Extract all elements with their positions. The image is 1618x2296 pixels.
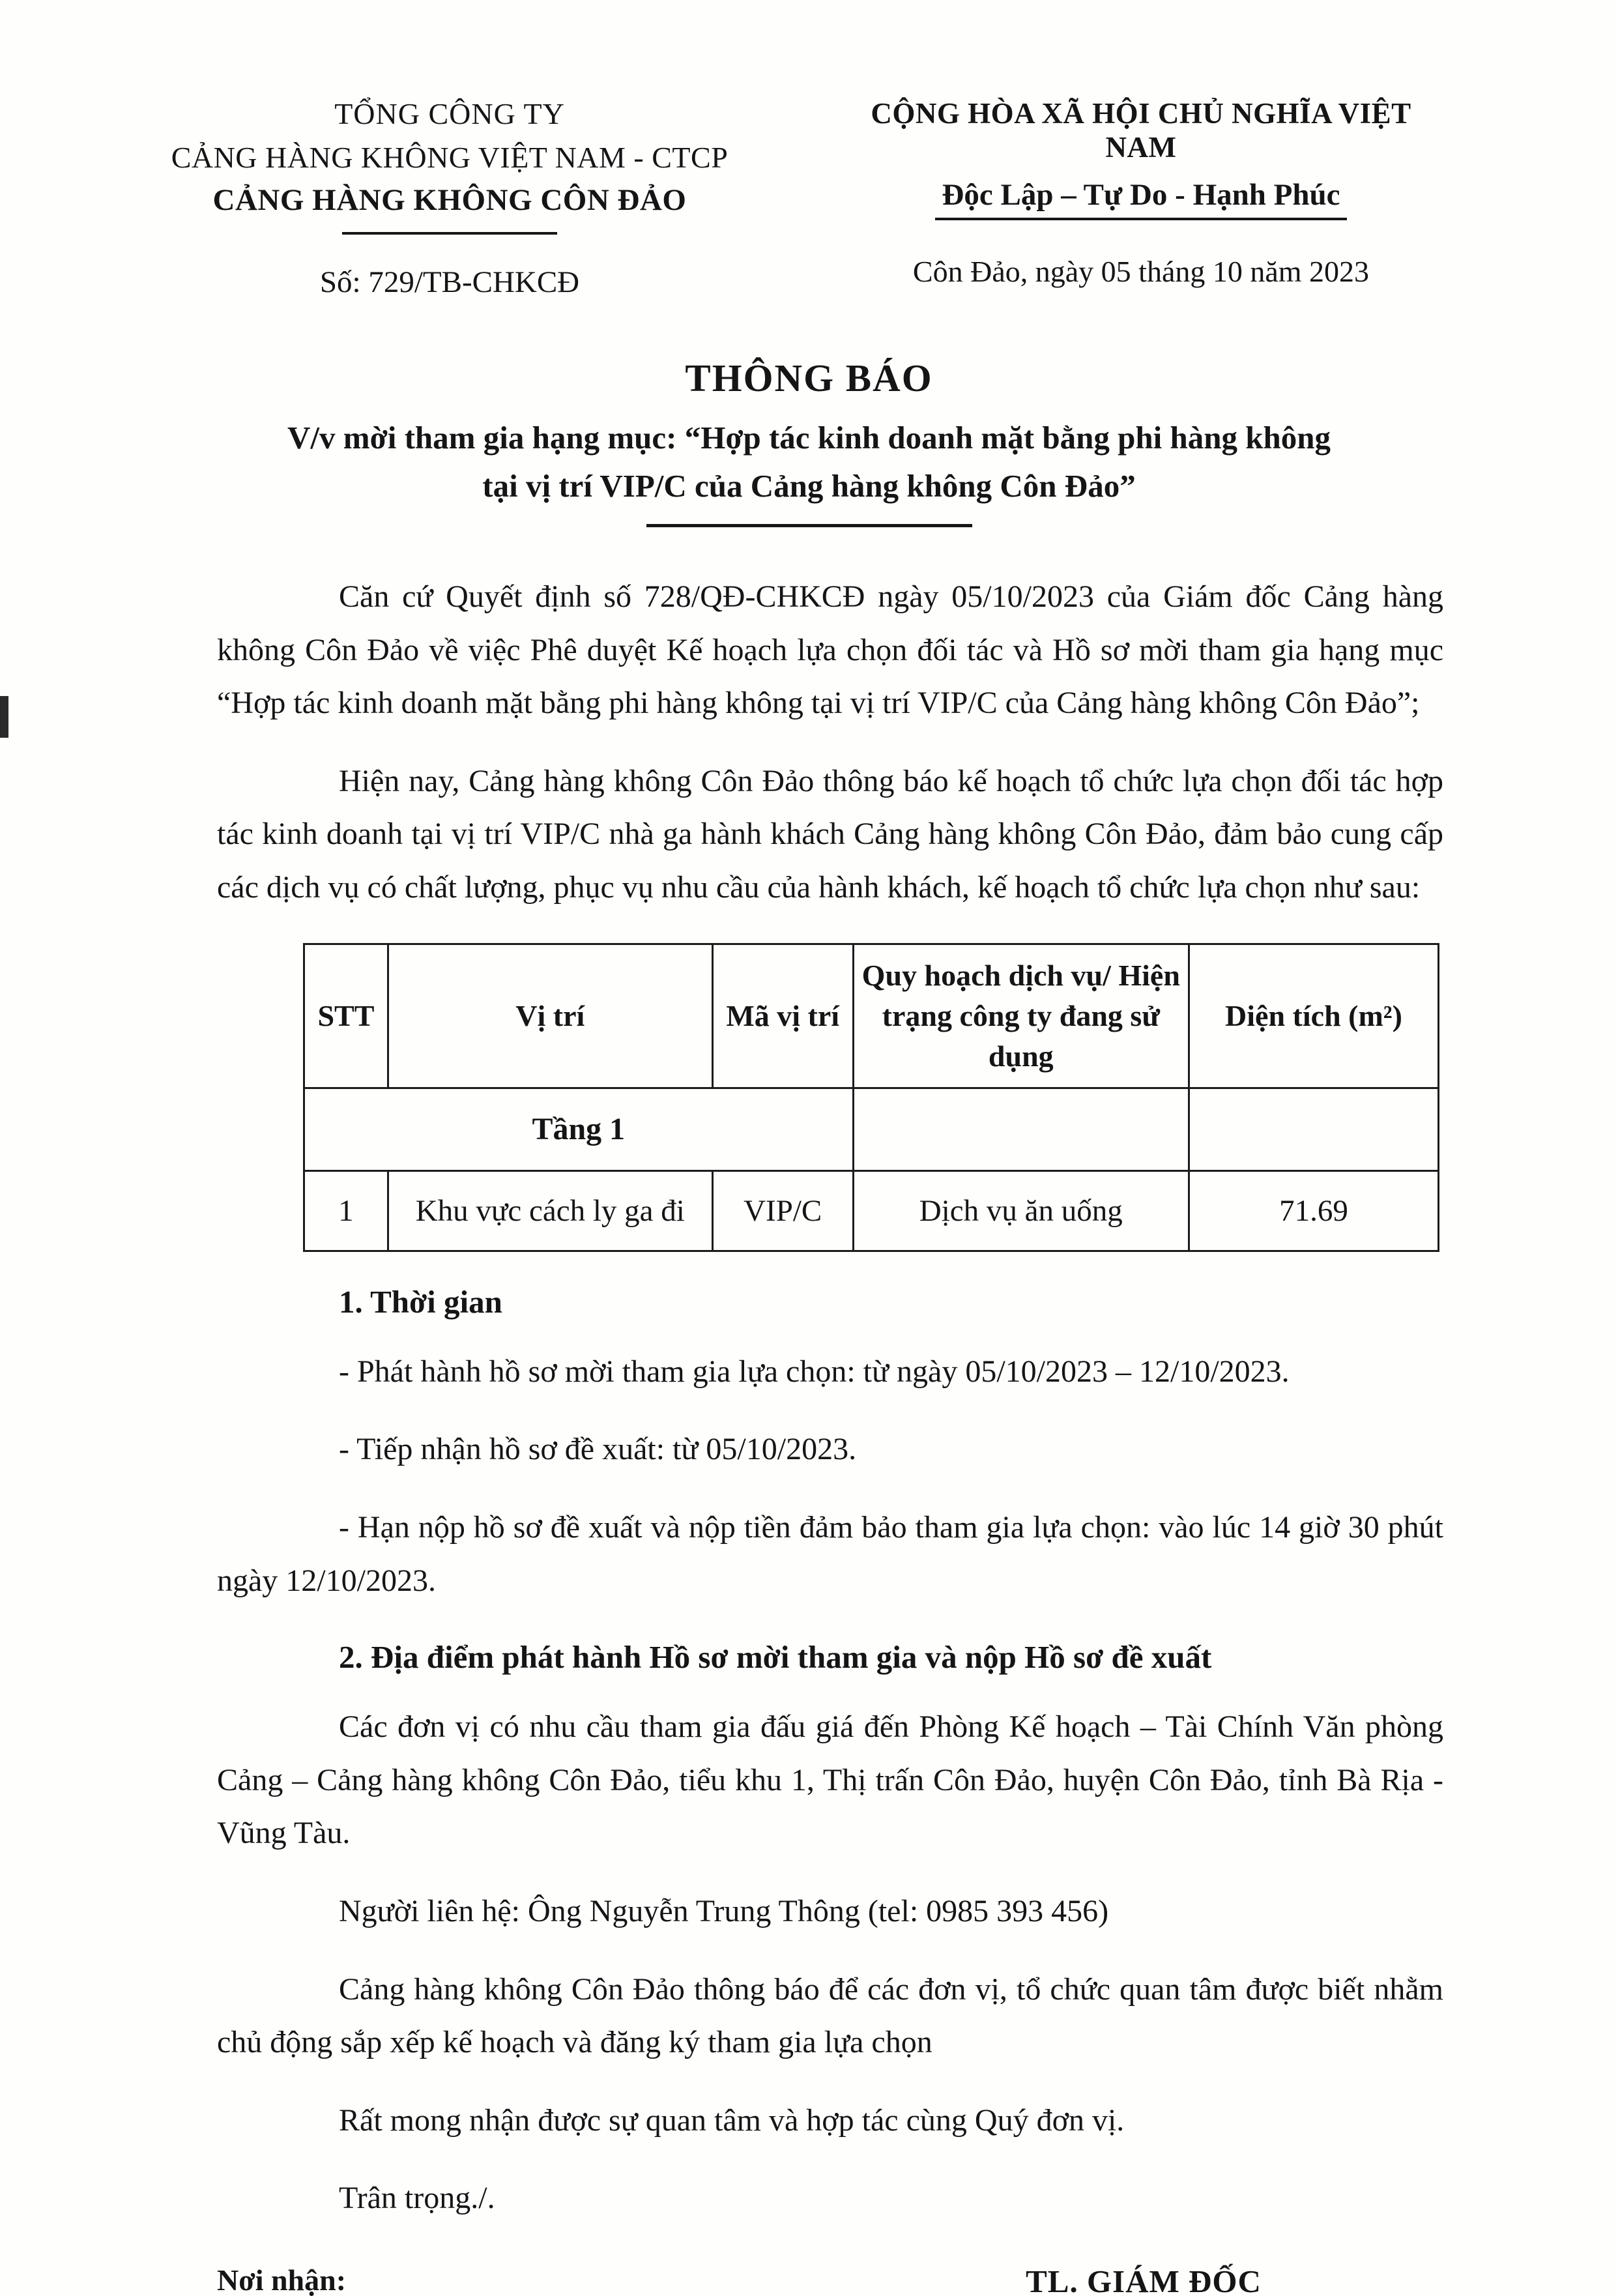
cell-stt: 1 <box>304 1170 388 1251</box>
section-2-heading: 2. Địa điểm phát hành Hồ sơ mời tham gia và nộp Hồ sơ đề xuất <box>339 1639 1212 1676</box>
place-date-line: Côn Đảo, ngày 05 tháng 10 năm 2023 <box>912 255 1370 288</box>
closing-regards: Trân trọng./. <box>339 2181 495 2216</box>
section-1-heading: 1. Thời gian <box>339 1283 502 1320</box>
col-header-stt: STT <box>304 944 388 1088</box>
national-motto: Độc Lập – Tự Do - Hạnh Phúc <box>935 177 1346 220</box>
recipients-block <box>217 2263 621 2296</box>
scan-artifact <box>0 696 8 738</box>
org-corporation-name: CẢNG HÀNG KHÔNG VIỆT NAM - CTCP <box>171 141 729 174</box>
col-header-quy-hoach: Quy hoạch dịch vụ/ Hiện trạng công ty đang sử dụng <box>853 944 1189 1088</box>
table-row <box>304 1170 1439 1251</box>
document-footer <box>0 2263 1618 2296</box>
org-parent-name: TỔNG CÔNG TY <box>334 97 565 130</box>
closing-request: Rất mong nhận được sự quan tâm và hợp tác cùng Quý đơn vị. <box>339 2102 1125 2138</box>
signature-block <box>818 2263 1469 2296</box>
cell-dien-tich: 71.69 <box>1189 1170 1438 1251</box>
signer-authority: TL. GIÁM ĐỐC <box>1026 2263 1262 2296</box>
section-1-item: - Tiếp nhận hồ sơ đề xuất: từ 05/10/2023. <box>339 1432 857 1467</box>
col-header-vi-tri: Vị trí <box>388 944 712 1088</box>
table-group-row <box>304 1088 1439 1170</box>
issuing-org-block <box>166 96 733 300</box>
group-row-label: Tầng 1 <box>304 1088 854 1170</box>
section-2-paragraph: Các đơn vị có nhu cầu tham gia đấu giá đến Phòng Kế hoạch – Tài Chính Văn phòng Cảng – Cảng hàng không Côn Đảo, tiểu khu 1, Thị trấn Côn Đảo, huyện Côn Đảo, tỉnh Bà Rịa - Vũng Tàu. <box>217 1709 1443 1851</box>
recipients-label: Nơi nhận: <box>217 2263 347 2296</box>
closing-paragraph: Cảng hàng không Côn Đảo thông báo để các đơn vị, tổ chức quan tâm được biết nhằm chủ động sắp xếp kế hoạch và đăng ký tham gia lựa chọn <box>217 1971 1443 2060</box>
paragraph-legal-basis: Căn cứ Quyết định số 728/QĐ-CHKCĐ ngày 05/10/2023 của Giám đốc Cảng hàng không Côn Đảo về việc Phê duyệt Kế hoạch lựa chọn đối tác và Hồ sơ mời tham gia hạng mục “Hợp tác kinh doanh mặt bằng phi hàng không tại vị trí VIP/C của Cảng hàng không Côn Đảo”; <box>217 579 1443 721</box>
section-1-item: - Phát hành hồ sơ mời tham gia lựa chọn: từ ngày 05/10/2023 – 12/10/2023. <box>339 1354 1290 1389</box>
title-block <box>0 356 1618 527</box>
location-table <box>303 943 1439 1252</box>
national-motto-block <box>835 96 1447 300</box>
document-header <box>0 0 1618 300</box>
table-header-row <box>304 944 1439 1088</box>
national-title: CỘNG HÒA XÃ HỘI CHỦ NGHĨA VIỆT NAM <box>871 97 1411 164</box>
group-row-empty-cell <box>853 1088 1189 1170</box>
subject-divider-rule <box>646 524 972 527</box>
document-subject: V/v mời tham gia hạng mục: “Hợp tác kinh doanh mặt bằng phi hàng không tại vị trí VIP/C của Cảng hàng không Côn Đảo” <box>287 420 1331 504</box>
org-unit-name: CẢNG HÀNG KHÔNG CÔN ĐẢO <box>212 183 687 217</box>
cell-vi-tri: Khu vực cách ly ga đi <box>388 1170 712 1251</box>
document-number: Số: 729/TB-CHKCĐ <box>319 265 580 299</box>
cell-ma-vi-tri: VIP/C <box>712 1170 853 1251</box>
org-divider-rule <box>342 232 557 235</box>
contact-line: Người liên hệ: Ông Nguyễn Trung Thông (tel: 0985 393 456) <box>339 1894 1109 1928</box>
col-header-ma-vi-tri: Mã vị trí <box>712 944 853 1088</box>
cell-quy-hoach: Dịch vụ ăn uống <box>853 1170 1189 1251</box>
document-title: THÔNG BÁO <box>685 356 933 400</box>
col-header-dien-tich: Diện tích (m²) <box>1189 944 1438 1088</box>
section-1-item: - Hạn nộp hồ sơ đề xuất và nộp tiền đảm bảo tham gia lựa chọn: vào lúc 14 giờ 30 phút ngày 12/10/2023. <box>217 1510 1443 1598</box>
group-row-empty-cell <box>1189 1088 1438 1170</box>
paragraph-announcement: Hiện nay, Cảng hàng không Côn Đảo thông báo kế hoạch tổ chức lựa chọn đối tác hợp tác kinh doanh tại vị trí VIP/C nhà ga hành khách Cảng hàng không Côn Đảo, đảm bảo cung cấp các dịch vụ có chất lượng, phục vụ nhu cầu của hành khách, kế hoạch tổ chức lựa chọn như sau: <box>217 763 1443 905</box>
